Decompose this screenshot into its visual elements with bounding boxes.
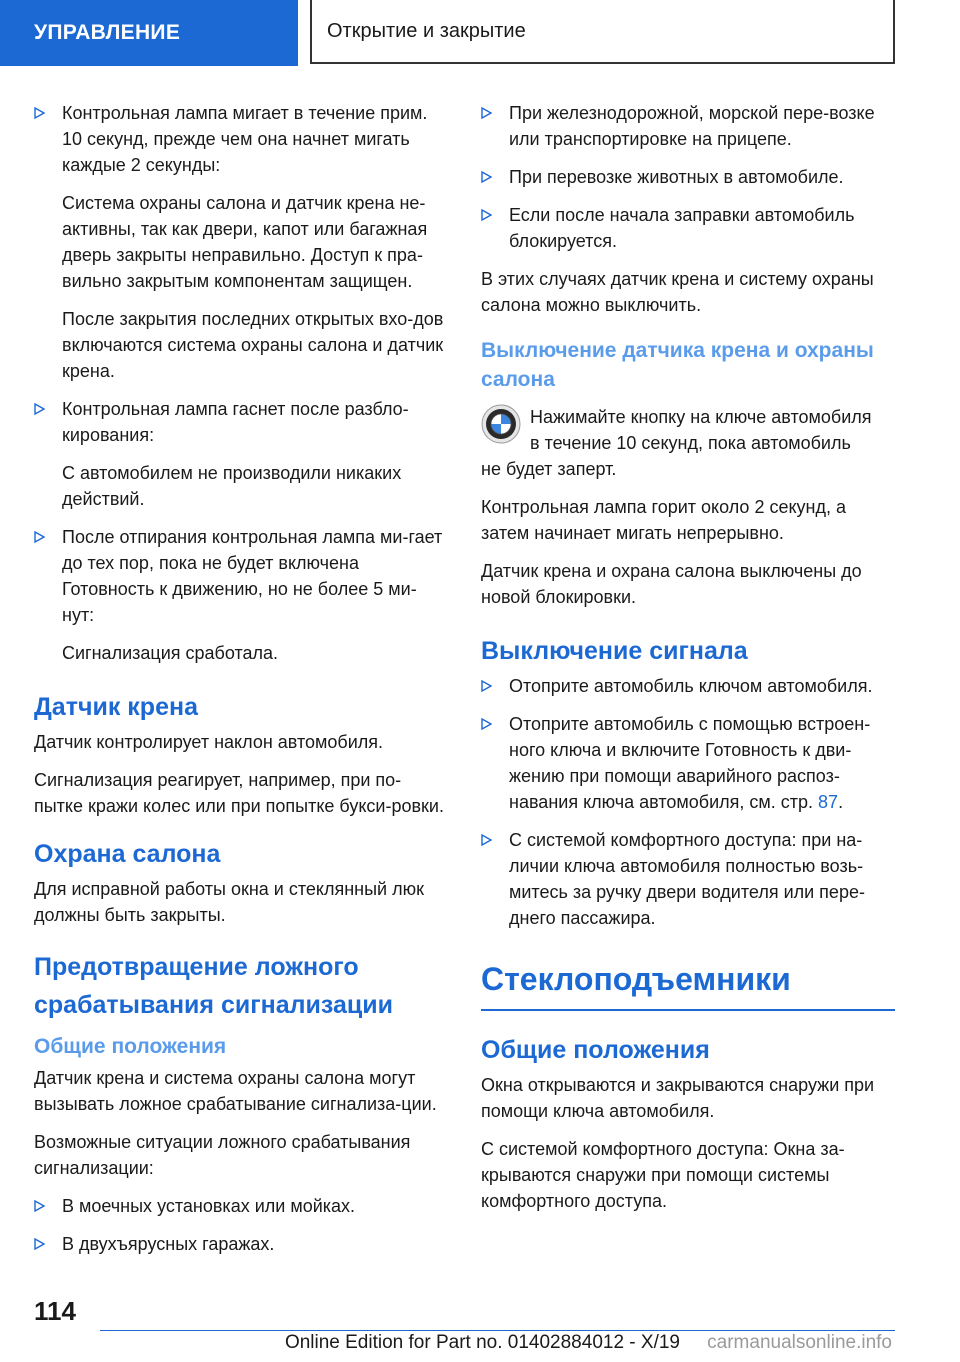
heading-alarm-off: Выключение сигнала [481,637,748,665]
page-footer [0,1296,960,1362]
triangle-bullet-icon [481,209,492,221]
list-item-text [509,711,895,815]
list-item [481,202,895,254]
triangle-bullet-icon [481,680,492,692]
page-reference-link[interactable]: 87 [818,792,839,812]
list-item [34,1193,448,1219]
list-item-text: С системой комфортного доступа: при на-личии ключа автомобиля полностью возь-митесь за ручку двери водителя или пере-днего пассажира. [509,830,865,928]
triangle-bullet-icon [34,1200,45,1212]
triangle-bullet-icon [481,107,492,119]
paragraph: С системой комфортного доступа: Окна за-крываются снаружи при помощи системы комфортного доступа. [481,1139,845,1211]
key-instruction-line: Нажимайте кнопку на ключе автомобиля [530,407,872,427]
list-item-text-end: . [838,792,844,812]
list-item-text: После отпирания контрольная лампа ми-гает до тех пор, пока не будет включена Готовность к движению, но не более 5 ми-нут: [62,527,443,625]
triangle-bullet-icon [481,834,492,846]
paragraph: Датчик крена и охрана салона выключены до новой блокировки. [481,561,862,607]
list-item [481,164,895,190]
list-item-text: В моечных установках или мойках. [62,1196,356,1216]
subparagraph-text: С автомобилем не производили никаких действий. [62,463,402,509]
list-item-text: Контрольная лампа мигает в течение прим. 10 секунд, прежде чем она начнет мигать каждые 2 секунды: [62,103,428,175]
heading-windows-general: Общие положения [481,1036,710,1064]
list-item-text-part: Отоприте автомобиль с помощью встроен-ного ключа и включите Готовность к дви-жению при помощи аварийного распоз-навания ключа автомобиля, см. стр. [509,714,871,812]
right-column [481,100,895,1226]
triangle-bullet-icon [34,1238,45,1250]
paragraph: Возможные ситуации ложного срабатывания сигнализации: [34,1132,411,1178]
heading-interior-protection: Охрана салона [34,840,221,868]
list-subparagraph [34,306,448,384]
list-item-text: При железнодорожной, морской пере-возке или транспортировке на прицепе. [509,103,875,149]
bmw-logo-icon [481,404,521,444]
list-item-text: Контрольная лампа гаснет после разбло-кирования: [62,399,409,445]
list-item [34,396,448,448]
paragraph: В этих случаях датчик крена и систему охраны салона можно выключить. [481,269,874,315]
list-subparagraph [34,460,448,512]
list-item-text: Отоприте автомобиль ключом автомобиля. [509,676,873,696]
key-instruction-line: в течение 10 секунд, пока автомобиль [530,433,851,453]
key-instruction [481,404,895,482]
heading-rule [481,1009,895,1011]
paragraph: Контрольная лампа горит около 2 секунд, а затем начинает мигать непрерывно. [481,497,847,543]
triangle-bullet-icon [481,171,492,183]
page-number: 114 [34,1296,76,1326]
paragraph: Для исправной работы окна и стеклянный люк должны быть закрыты. [34,879,424,925]
heading-false-alarm: Предотвращение ложного срабатывания сигнализации [34,953,394,1019]
triangle-bullet-icon [34,403,45,415]
watermark: carmanualsonline.info [707,1332,892,1353]
footer-rule [100,1330,895,1331]
list-item [481,100,895,152]
list-item [34,524,448,628]
list-item-text: В двухъярусных гаражах. [62,1234,275,1254]
paragraph: Окна открываются и закрываются снаружи при помощи ключа автомобиля. [481,1075,875,1121]
paragraph: Сигнализация реагирует, например, при по-пытке кражи колес или при попытке букси-ровки. [34,770,444,816]
chapter-title: Открытие и закрытие [310,0,895,64]
key-instruction-line: не будет заперт. [481,459,617,479]
page-header [0,0,960,66]
heading-tilt-sensor: Датчик крена [34,693,198,721]
list-item [481,711,895,815]
edition-text: Online Edition for Part no. 01402884012 - X/19 [284,1332,680,1353]
chapter-heading-windows: Стеклоподъемники [481,961,791,997]
subheading-general: Общие положения [34,1035,227,1058]
list-item [34,1231,448,1257]
subparagraph-text: Сигнализация сработала. [62,643,279,663]
section-tab: УПРАВЛЕНИЕ [0,0,298,66]
list-item [34,100,448,178]
paragraph: Датчик контролирует наклон автомобиля. [34,732,383,752]
list-item-text: Если после начала заправки автомобиль блокируется. [509,205,855,251]
triangle-bullet-icon [34,107,45,119]
list-item-text: При перевозке животных в автомобиле. [509,167,844,187]
subheading-switch-off: Выключение датчика крена и охраны салона [481,339,874,391]
subparagraph-text: Система охраны салона и датчик крена не-активны, так как двери, капот или багажная дверь закрыты неправильно. Доступ к пра-вильно закрытым компонентам защищен. [62,193,428,291]
left-column [34,100,448,1269]
triangle-bullet-icon [481,718,492,730]
list-subparagraph [34,640,448,666]
subparagraph-text: После закрытия последних открытых вхо-дов включаются система охраны салона и датчик крена. [62,309,444,381]
list-item [481,827,895,931]
paragraph: Датчик крена и система охраны салона могут вызывать ложное срабатывание сигнализа-ции. [34,1068,437,1114]
list-subparagraph [34,190,448,294]
list-item [481,673,895,699]
triangle-bullet-icon [34,531,45,543]
